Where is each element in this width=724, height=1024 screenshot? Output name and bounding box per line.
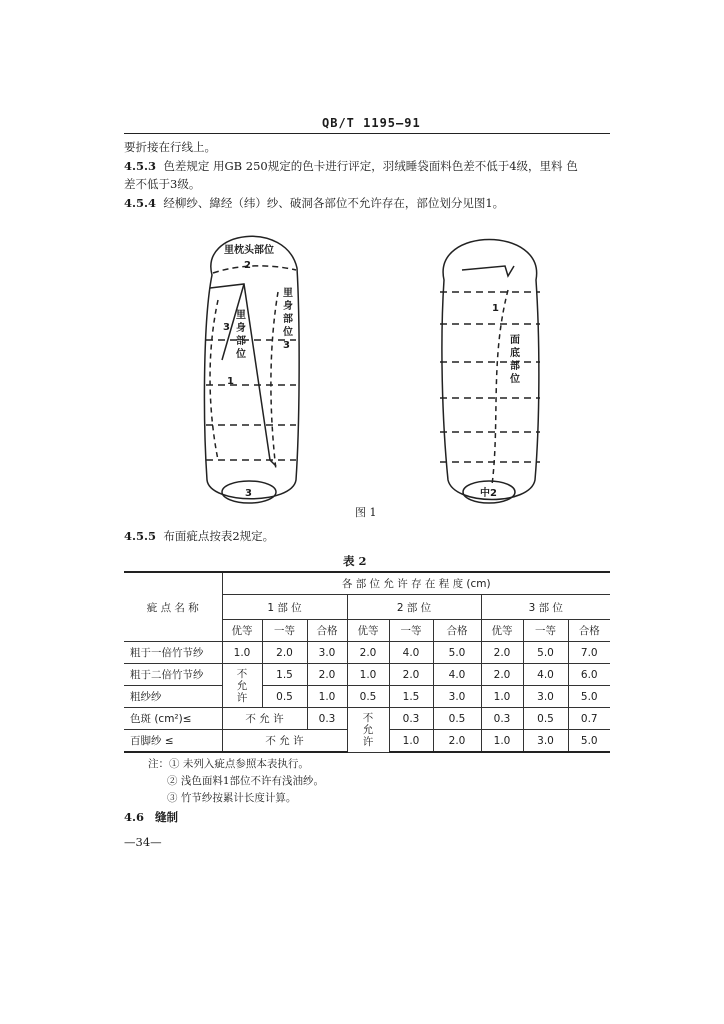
value-cell: 1.0 [347, 664, 389, 686]
value-cell: 0.3 [481, 708, 523, 730]
page-number: —34— [124, 835, 162, 849]
grade-cell: 优等 [347, 620, 389, 642]
value-cell: 1.0 [222, 642, 262, 664]
paragraph-continuation: 要折接在行线上。 [124, 140, 216, 154]
header-defect-name: 疵 点 名 称 [124, 572, 222, 642]
value-cell: 0.7 [568, 708, 610, 730]
table-row [124, 708, 610, 730]
value-cell: 3.0 [523, 730, 568, 753]
grade-cell: 优等 [222, 620, 262, 642]
value-cell: 4.0 [523, 664, 568, 686]
figure-caption: 图 1 [355, 506, 377, 519]
header-part-1: 1 部 位 [222, 595, 347, 620]
label-head-region: 里枕头部位 [224, 245, 274, 256]
value-cell: 1.5 [389, 686, 433, 708]
value-cell: 2.0 [307, 664, 347, 686]
not-allowed-span: 不 允 许 [222, 730, 347, 753]
label-body-right-char: 3 [283, 340, 290, 351]
clause-text: 经柳纱、緯经（纬）纱、破洞各部位不允许存在，部位划分见图1。 [163, 196, 505, 210]
table-note-3: ③ 竹节纱按累计长度计算。 [167, 792, 297, 804]
row-name: 粗纱纱 [124, 686, 222, 708]
value-cell: 1.0 [481, 686, 523, 708]
clause-4-5-3-continuation: 差不低于3级。 [124, 177, 201, 191]
section-number: 4.6 [124, 810, 145, 824]
clause-number: 4.5.5 [124, 529, 157, 543]
label-face-char: 部 [510, 361, 520, 372]
label-body-inner-char: 身 [236, 323, 246, 334]
header-tolerance: 各 部 位 允 许 存 在 程 度 (cm) [222, 572, 610, 595]
standard-code: QB/T 1195—91 [322, 116, 421, 130]
clause-4-5-5 [124, 528, 274, 544]
value-cell: 4.0 [389, 642, 433, 664]
label-body-inner-char: 里 [236, 310, 246, 321]
row-name: 粗于二倍竹节纱 [124, 664, 222, 686]
label-foot-region: 中2 [480, 488, 497, 499]
label-body-right-char: 里 [283, 288, 293, 299]
label-region-2: 2 [244, 260, 251, 271]
label-region-1: 1 [492, 303, 499, 314]
label-body-right-char: 部 [283, 314, 293, 325]
row-name: 粗于一倍竹节纱 [124, 642, 222, 664]
value-cell: 0.5 [433, 708, 481, 730]
right-bag-zipper [462, 266, 514, 276]
clause-number: 4.5.3 [124, 159, 157, 173]
value-cell: 0.3 [389, 708, 433, 730]
value-cell: 7.0 [568, 642, 610, 664]
grade-cell: 优等 [481, 620, 523, 642]
value-cell: 6.0 [568, 664, 610, 686]
left-bag-head-arc [213, 266, 296, 273]
value-cell: 1.5 [262, 664, 307, 686]
value-cell: 3.0 [307, 642, 347, 664]
right-bag-outline [442, 240, 539, 500]
header-part-3: 3 部 位 [481, 595, 610, 620]
clause-text: 布面疵点按表2规定。 [163, 529, 275, 543]
label-face-char: 底 [510, 348, 520, 359]
value-cell: 1.0 [389, 730, 433, 753]
left-bag-flap-dashed [271, 292, 278, 470]
clause-text: 色差规定 用GB 250规定的色卡进行评定，羽绒睡袋面料色差不低于4级，里料 色 [163, 159, 578, 173]
not-allowed-vertical: 不 允 许 [347, 708, 389, 753]
label-body-inner-char: 位 [236, 349, 246, 360]
table-row [124, 664, 610, 686]
value-cell: 5.0 [433, 642, 481, 664]
row-name: 色斑 (cm²)≤ [124, 708, 222, 730]
value-cell: 2.0 [481, 664, 523, 686]
value-cell: 3.0 [433, 686, 481, 708]
label-region-3: 3 [223, 322, 230, 333]
not-allowed-vertical: 不 允 许 [222, 664, 262, 708]
table-row [124, 642, 610, 664]
table-note-1: 注：① 未列入疵点参照本表执行。 [148, 758, 309, 770]
grade-cell: 一等 [262, 620, 307, 642]
value-cell: 1.0 [307, 686, 347, 708]
right-bag-labels [480, 303, 520, 499]
value-cell: 2.0 [262, 642, 307, 664]
value-cell: 5.0 [523, 642, 568, 664]
label-face-char: 面 [510, 335, 520, 346]
table-note-2: ② 浅色面料1部位不许有浅油纱。 [167, 775, 325, 787]
value-cell: 0.5 [523, 708, 568, 730]
value-cell: 3.0 [523, 686, 568, 708]
right-bag-dashed-center [492, 290, 508, 485]
left-sleeping-bag [204, 236, 299, 503]
value-cell: 2.0 [347, 642, 389, 664]
not-allowed-span: 不 允 许 [222, 708, 307, 730]
value-cell: 2.0 [481, 642, 523, 664]
value-cell: 0.5 [262, 686, 307, 708]
clause-number: 4.5.4 [124, 196, 157, 210]
value-cell: 0.3 [307, 708, 347, 730]
table-title: 表 2 [343, 554, 367, 568]
label-body-right-char: 身 [283, 301, 293, 312]
table-row [124, 686, 610, 708]
label-body-inner-char: 部 [236, 336, 246, 347]
grade-cell: 合格 [433, 620, 481, 642]
label-body-right-char: 位 [283, 327, 293, 338]
value-cell: 2.0 [433, 730, 481, 753]
value-cell: 2.0 [389, 664, 433, 686]
row-name: 百脚纱 ≤ [124, 730, 222, 753]
label-face-char: 位 [510, 374, 520, 385]
header-part-2: 2 部 位 [347, 595, 481, 620]
label-foot-region: 3 [245, 488, 252, 499]
grade-cell: 合格 [307, 620, 347, 642]
section-heading-4-6 [124, 809, 178, 825]
section-title: 缝制 [154, 810, 178, 824]
value-cell: 1.0 [481, 730, 523, 753]
left-bag-dashed-curve [210, 300, 218, 460]
defect-tolerance-table [124, 571, 610, 753]
value-cell: 5.0 [568, 730, 610, 753]
grade-cell: 合格 [568, 620, 610, 642]
table-header-row [124, 572, 610, 595]
grade-cell: 一等 [523, 620, 568, 642]
value-cell: 4.0 [433, 664, 481, 686]
label-region-1: 1 [227, 376, 234, 387]
value-cell: 0.5 [347, 686, 389, 708]
right-sleeping-bag [440, 240, 540, 504]
grade-cell: 一等 [389, 620, 433, 642]
value-cell: 5.0 [568, 686, 610, 708]
